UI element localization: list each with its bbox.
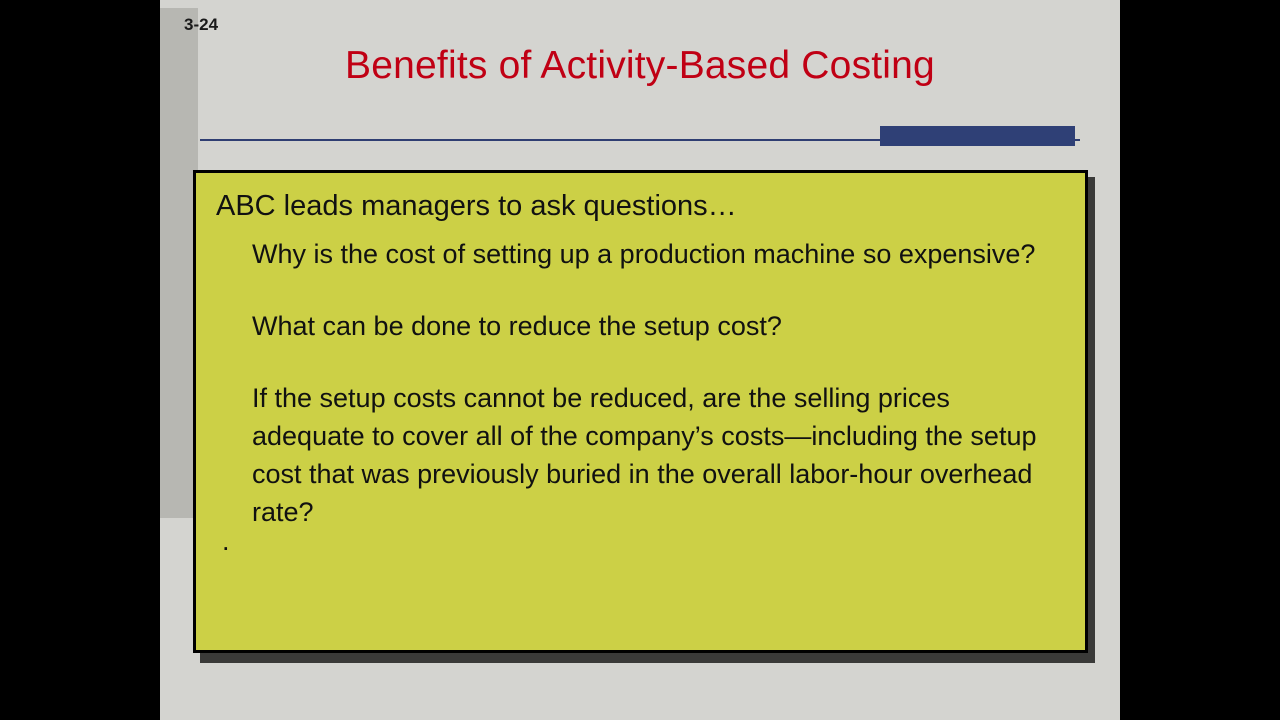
content-question-2: What can be done to reduce the setup cost? bbox=[252, 311, 782, 341]
content-spacer-2 bbox=[216, 345, 1065, 379]
content-question-1: Why is the cost of setting up a production machine so expensive? bbox=[252, 239, 1036, 269]
title-accent-block bbox=[880, 126, 1075, 146]
page-title: Benefits of Activity-Based Costing bbox=[345, 44, 935, 87]
content-lead-line: ABC leads managers to ask questions… bbox=[216, 190, 737, 222]
content-trailing-mark: . bbox=[222, 526, 230, 556]
letterbox-right bbox=[1120, 0, 1280, 720]
content-box bbox=[193, 170, 1088, 653]
content-spacer-1 bbox=[216, 273, 1065, 307]
slide-canvas bbox=[160, 0, 1120, 720]
slide-number: 3-24 bbox=[184, 15, 219, 34]
content-question-3: If the setup costs cannot be reduced, are the selling prices adequate to cover all of the company’s costs—including the setup cost that was previously buried in the overall labor-hour overhead rate? bbox=[252, 383, 1044, 527]
slide-top-strip bbox=[160, 0, 198, 8]
letterbox-left bbox=[0, 0, 160, 720]
